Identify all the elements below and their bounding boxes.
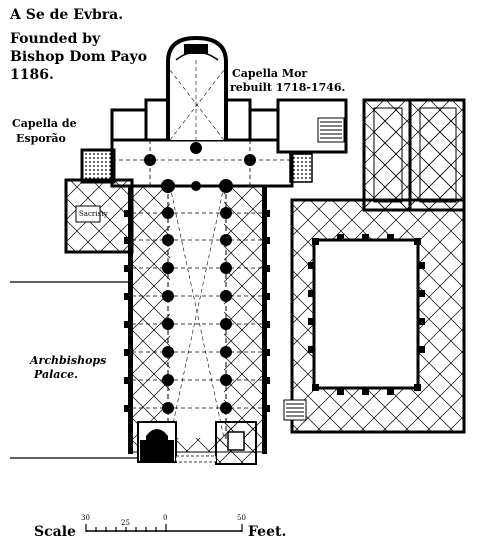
- cloister: [284, 200, 464, 432]
- label-capella-mor-date: rebuilt 1718-1746.: [230, 81, 346, 94]
- label-archbishops: Archbishops: [30, 354, 107, 367]
- plan-subtitle-year: 1186.: [10, 67, 54, 83]
- scale-label: Scale: [34, 524, 76, 540]
- plan-subtitle-founded: Founded by: [10, 31, 101, 47]
- scale-tick-30: 30: [81, 514, 90, 522]
- label-esporao: Esporão: [16, 132, 66, 145]
- scale-unit: Feet.: [248, 524, 287, 540]
- plan-subtitle-bishop: Bishop Dom Payo: [10, 49, 148, 65]
- nave: [124, 184, 270, 454]
- scale-tick-50: 50: [237, 514, 246, 522]
- scale-tick-25: 25: [121, 519, 130, 527]
- label-capella-mor: Capella Mor: [232, 67, 308, 80]
- east-rooms: [278, 100, 464, 210]
- label-capella-de: Capella de: [12, 117, 77, 130]
- scale-bar: [86, 524, 242, 532]
- scale-tick-0: 0: [163, 514, 168, 522]
- capella-mor: [168, 38, 226, 154]
- plan-title: A Se de Evbra.: [10, 7, 124, 23]
- label-sacristy: Sacristy: [79, 210, 108, 218]
- label-palace: Palace.: [34, 368, 78, 381]
